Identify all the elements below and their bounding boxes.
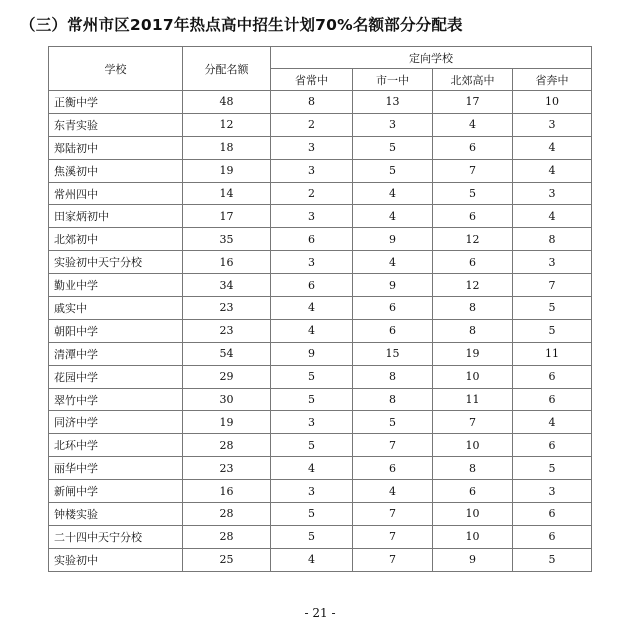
target-count-cell: 3: [271, 159, 353, 182]
school-name-cell: 二十四中天宁分校: [49, 525, 183, 548]
target-count-cell: 12: [433, 274, 513, 297]
target-count-cell: 2: [271, 113, 353, 136]
quota-cell: 23: [183, 297, 271, 320]
target-count-cell: 3: [271, 480, 353, 503]
target-count-cell: 5: [271, 434, 353, 457]
target-count-cell: 6: [353, 319, 433, 342]
school-name-cell: 常州四中: [49, 182, 183, 205]
target-count-cell: 5: [271, 388, 353, 411]
quota-cell: 54: [183, 342, 271, 365]
target-count-cell: 6: [513, 388, 592, 411]
target-count-cell: 17: [433, 91, 513, 114]
table-row: [49, 548, 592, 571]
school-name-cell: 实验初中: [49, 548, 183, 571]
quota-cell: 16: [183, 480, 271, 503]
target-count-cell: 10: [433, 365, 513, 388]
target-count-cell: 11: [433, 388, 513, 411]
quota-cell: 19: [183, 159, 271, 182]
table-row: [49, 205, 592, 228]
target-count-cell: 6: [433, 136, 513, 159]
table-row: [49, 251, 592, 274]
school-name-cell: 戚实中: [49, 297, 183, 320]
quota-cell: 28: [183, 503, 271, 526]
school-name-cell: 实验初中天宁分校: [49, 251, 183, 274]
target-count-cell: 8: [271, 91, 353, 114]
target-count-cell: 6: [433, 480, 513, 503]
target-count-cell: 8: [513, 228, 592, 251]
target-count-cell: 3: [271, 136, 353, 159]
target-count-cell: 6: [271, 274, 353, 297]
target-count-cell: 4: [513, 159, 592, 182]
table-row: [49, 457, 592, 480]
quota-cell: 30: [183, 388, 271, 411]
quota-cell: 48: [183, 91, 271, 114]
target-count-cell: 6: [353, 297, 433, 320]
target-count-cell: 5: [513, 319, 592, 342]
school-name-cell: 清潭中学: [49, 342, 183, 365]
target-count-cell: 13: [353, 91, 433, 114]
target-count-cell: 7: [353, 548, 433, 571]
table-header: [49, 47, 592, 91]
target-count-cell: 7: [433, 411, 513, 434]
target-count-cell: 5: [513, 457, 592, 480]
target-count-cell: 3: [271, 251, 353, 274]
allocation-table: [48, 46, 592, 572]
target-count-cell: 9: [353, 228, 433, 251]
table-row: [49, 480, 592, 503]
target-count-cell: 3: [513, 480, 592, 503]
target-count-cell: 6: [433, 205, 513, 228]
quota-cell: 14: [183, 182, 271, 205]
target-count-cell: 4: [353, 251, 433, 274]
quota-cell: 35: [183, 228, 271, 251]
table-row: [49, 297, 592, 320]
target-count-cell: 6: [353, 457, 433, 480]
header-target-1: 省常中: [271, 69, 353, 91]
header-quota: 分配名额: [183, 47, 271, 91]
quota-cell: 28: [183, 525, 271, 548]
target-count-cell: 12: [433, 228, 513, 251]
table-row: [49, 228, 592, 251]
header-school: 学校: [49, 47, 183, 91]
quota-cell: 16: [183, 251, 271, 274]
table-row: [49, 503, 592, 526]
target-count-cell: 11: [513, 342, 592, 365]
school-name-cell: 同济中学: [49, 411, 183, 434]
target-count-cell: 9: [353, 274, 433, 297]
table-row: [49, 274, 592, 297]
school-name-cell: 勤业中学: [49, 274, 183, 297]
target-count-cell: 7: [353, 503, 433, 526]
target-count-cell: 3: [513, 251, 592, 274]
page-number: - 21 -: [304, 606, 336, 620]
school-name-cell: 北环中学: [49, 434, 183, 457]
target-count-cell: 5: [513, 548, 592, 571]
target-count-cell: 10: [433, 434, 513, 457]
quota-cell: 23: [183, 319, 271, 342]
school-name-cell: 翠竹中学: [49, 388, 183, 411]
target-count-cell: 4: [271, 457, 353, 480]
target-count-cell: 6: [433, 251, 513, 274]
header-target-4: 省奔中: [513, 69, 592, 91]
target-count-cell: 4: [513, 411, 592, 434]
target-count-cell: 6: [271, 228, 353, 251]
document-title: （三）常州市区2017年热点高中招生计划70%名额部分分配表: [20, 16, 463, 34]
target-count-cell: 8: [433, 457, 513, 480]
target-count-cell: 5: [271, 525, 353, 548]
target-count-cell: 3: [513, 182, 592, 205]
target-count-cell: 5: [353, 411, 433, 434]
quota-cell: 19: [183, 411, 271, 434]
target-count-cell: 4: [353, 480, 433, 503]
target-count-cell: 9: [433, 548, 513, 571]
table-row: [49, 159, 592, 182]
target-count-cell: 4: [271, 297, 353, 320]
target-count-cell: 15: [353, 342, 433, 365]
table-row: [49, 525, 592, 548]
target-count-cell: 8: [433, 297, 513, 320]
target-count-cell: 6: [513, 434, 592, 457]
school-name-cell: 朝阳中学: [49, 319, 183, 342]
table-row: [49, 319, 592, 342]
target-count-cell: 4: [353, 182, 433, 205]
target-count-cell: 4: [513, 205, 592, 228]
target-count-cell: 7: [353, 525, 433, 548]
target-count-cell: 4: [353, 205, 433, 228]
school-name-cell: 花园中学: [49, 365, 183, 388]
target-count-cell: 8: [353, 365, 433, 388]
target-count-cell: 4: [513, 136, 592, 159]
school-name-cell: 田家炳初中: [49, 205, 183, 228]
target-count-cell: 8: [433, 319, 513, 342]
target-count-cell: 5: [513, 297, 592, 320]
school-name-cell: 钟楼实验: [49, 503, 183, 526]
target-count-cell: 4: [271, 548, 353, 571]
target-count-cell: 6: [513, 365, 592, 388]
school-name-cell: 丽华中学: [49, 457, 183, 480]
table-row: [49, 411, 592, 434]
quota-cell: 34: [183, 274, 271, 297]
header-target-3: 北郊高中: [433, 69, 513, 91]
quota-cell: 23: [183, 457, 271, 480]
target-count-cell: 19: [433, 342, 513, 365]
table-row: [49, 91, 592, 114]
table-body: [49, 91, 592, 572]
quota-cell: 28: [183, 434, 271, 457]
quota-cell: 12: [183, 113, 271, 136]
target-count-cell: 9: [271, 342, 353, 365]
target-count-cell: 6: [513, 503, 592, 526]
target-count-cell: 5: [353, 136, 433, 159]
school-name-cell: 新闸中学: [49, 480, 183, 503]
target-count-cell: 2: [271, 182, 353, 205]
table-row: [49, 434, 592, 457]
table-row: [49, 342, 592, 365]
target-count-cell: 10: [433, 503, 513, 526]
target-count-cell: 5: [433, 182, 513, 205]
school-name-cell: 郑陆初中: [49, 136, 183, 159]
school-name-cell: 东青实验: [49, 113, 183, 136]
target-count-cell: 10: [513, 91, 592, 114]
quota-cell: 17: [183, 205, 271, 228]
table-row: [49, 182, 592, 205]
target-count-cell: 4: [271, 319, 353, 342]
header-target-schools: 定向学校: [271, 47, 592, 69]
target-count-cell: 3: [271, 205, 353, 228]
target-count-cell: 7: [513, 274, 592, 297]
target-count-cell: 8: [353, 388, 433, 411]
quota-cell: 18: [183, 136, 271, 159]
target-count-cell: 10: [433, 525, 513, 548]
target-count-cell: 7: [353, 434, 433, 457]
quota-cell: 25: [183, 548, 271, 571]
table-row: [49, 113, 592, 136]
school-name-cell: 北郊初中: [49, 228, 183, 251]
target-count-cell: 3: [513, 113, 592, 136]
target-count-cell: 5: [271, 365, 353, 388]
target-count-cell: 7: [433, 159, 513, 182]
table-row: [49, 136, 592, 159]
target-count-cell: 3: [271, 411, 353, 434]
header-target-2: 市一中: [353, 69, 433, 91]
school-name-cell: 正衡中学: [49, 91, 183, 114]
table-row: [49, 365, 592, 388]
quota-cell: 29: [183, 365, 271, 388]
target-count-cell: 4: [433, 113, 513, 136]
target-count-cell: 3: [353, 113, 433, 136]
target-count-cell: 6: [513, 525, 592, 548]
school-name-cell: 焦溪初中: [49, 159, 183, 182]
target-count-cell: 5: [271, 503, 353, 526]
table-row: [49, 388, 592, 411]
target-count-cell: 5: [353, 159, 433, 182]
